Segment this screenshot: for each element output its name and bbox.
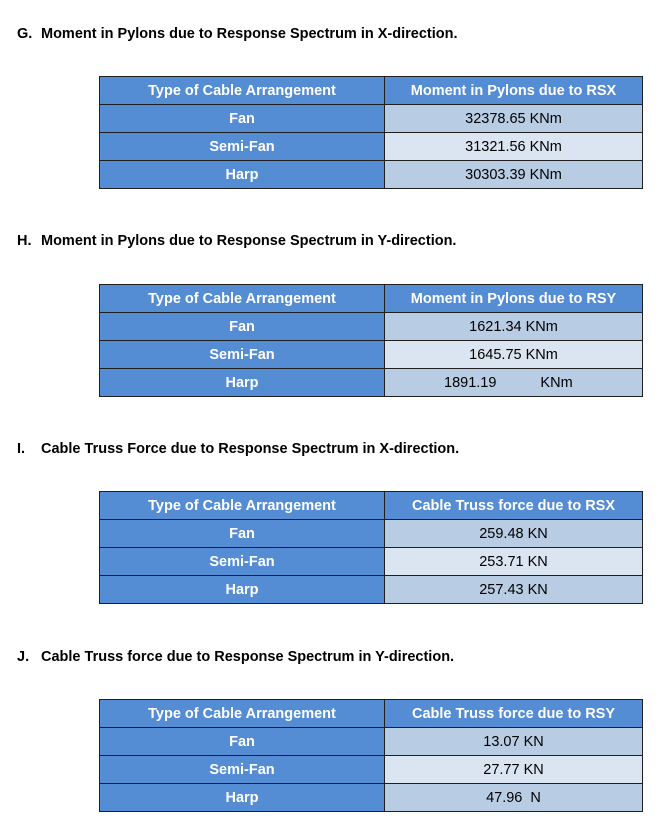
column-header: Cable Truss force due to RSX — [385, 492, 643, 520]
table-row — [100, 313, 643, 341]
row-type: Fan — [100, 728, 385, 756]
section-heading — [17, 232, 456, 250]
table-row — [100, 133, 643, 161]
row-value: 1645.75 KNm — [385, 341, 643, 369]
row-value: 259.48 KN — [385, 520, 643, 548]
column-header: Moment in Pylons due to RSY — [385, 285, 643, 313]
value-number: 1891.19 — [444, 374, 497, 391]
row-type: Semi-Fan — [100, 756, 385, 784]
row-value: 257.43 KN — [385, 576, 643, 604]
table-row — [100, 161, 643, 189]
row-type: Fan — [100, 105, 385, 133]
section-title: Cable Truss force due to Response Spectrum in Y-direction. — [41, 649, 455, 665]
row-value: 13.07 KN — [385, 728, 643, 756]
section-letter: I. — [17, 441, 26, 457]
row-value — [385, 369, 643, 397]
table-row — [100, 105, 643, 133]
table-header-row — [100, 77, 643, 105]
row-value: 32378.65 KNm — [385, 105, 643, 133]
row-value: 31321.56 KNm — [385, 133, 643, 161]
table-row — [100, 520, 643, 548]
row-type: Harp — [100, 784, 385, 812]
column-header: Cable Truss force due to RSY — [385, 700, 643, 728]
column-header: Moment in Pylons due to RSX — [385, 77, 643, 105]
section-heading — [17, 648, 454, 666]
value-unit: KNm — [540, 374, 573, 391]
moment-rsy-table — [99, 284, 643, 397]
table-row — [100, 576, 643, 604]
section-letter: H. — [17, 233, 32, 249]
moment-rsx-table — [99, 76, 643, 189]
row-type: Harp — [100, 576, 385, 604]
row-type: Fan — [100, 313, 385, 341]
section-letter: J. — [17, 649, 30, 665]
row-type: Semi-Fan — [100, 341, 385, 369]
section-title: Moment in Pylons due to Response Spectrum in Y-direction. — [41, 233, 457, 249]
row-type: Harp — [100, 161, 385, 189]
truss-force-rsy-table — [99, 699, 643, 812]
section-heading — [17, 440, 459, 458]
table-header-row — [100, 492, 643, 520]
row-value: 1621.34 KNm — [385, 313, 643, 341]
row-type: Harp — [100, 369, 385, 397]
section-title: Moment in Pylons due to Response Spectrum in X-direction. — [41, 26, 458, 42]
table-row — [100, 756, 643, 784]
table-row — [100, 728, 643, 756]
table-row — [100, 369, 643, 397]
column-header: Type of Cable Arrangement — [100, 700, 385, 728]
column-header: Type of Cable Arrangement — [100, 492, 385, 520]
table-header-row — [100, 285, 643, 313]
section-letter: G. — [17, 26, 33, 42]
column-header: Type of Cable Arrangement — [100, 285, 385, 313]
table-row — [100, 548, 643, 576]
section-title: Cable Truss Force due to Response Spectrum in X-direction. — [41, 441, 460, 457]
truss-force-rsx-table — [99, 491, 643, 604]
table-row — [100, 341, 643, 369]
table-header-row — [100, 700, 643, 728]
row-type: Fan — [100, 520, 385, 548]
row-value: 253.71 KN — [385, 548, 643, 576]
row-type: Semi-Fan — [100, 133, 385, 161]
column-header: Type of Cable Arrangement — [100, 77, 385, 105]
table-row — [100, 784, 643, 812]
row-value: 30303.39 KNm — [385, 161, 643, 189]
section-heading — [17, 25, 458, 43]
row-value: 47.96 N — [385, 784, 643, 812]
row-type: Semi-Fan — [100, 548, 385, 576]
row-value: 27.77 KN — [385, 756, 643, 784]
